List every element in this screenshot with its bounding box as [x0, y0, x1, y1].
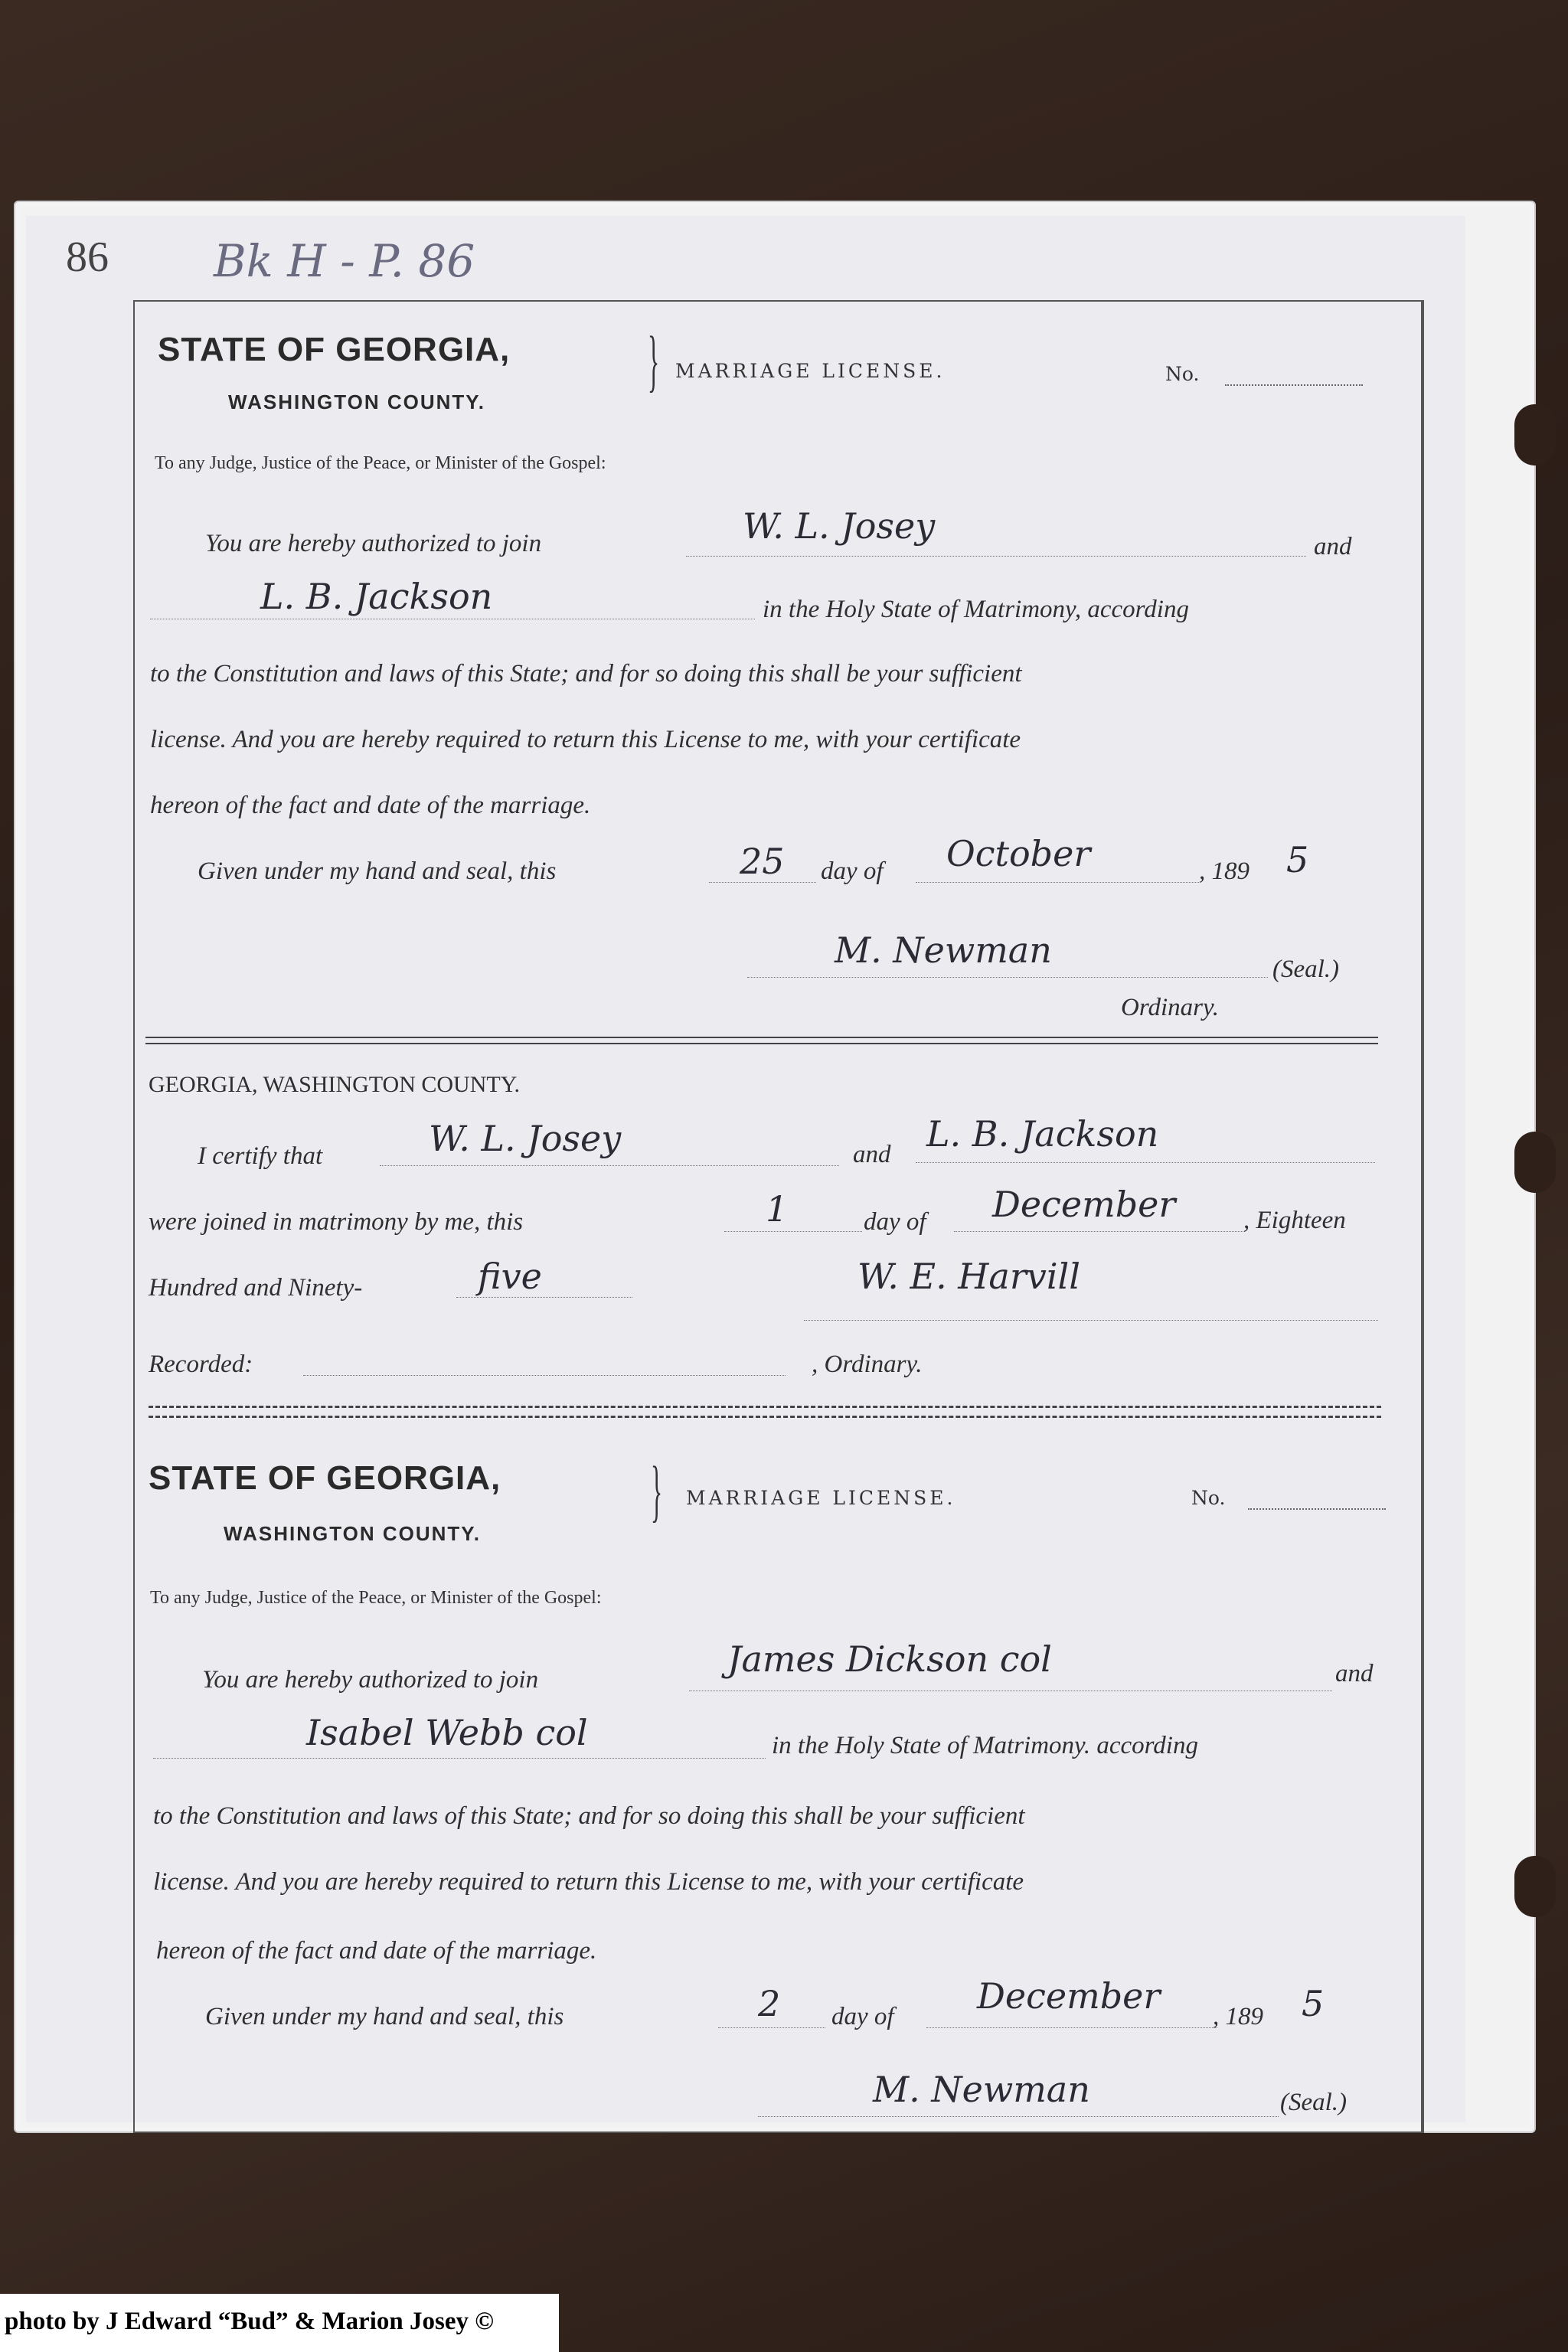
license-1-year: , 189: [1199, 858, 1250, 885]
license-1-day-line: [709, 882, 816, 883]
license-2-no-label: No.: [1191, 1487, 1226, 1509]
license-1-ordinary: Ordinary.: [1121, 994, 1220, 1021]
divider-1: [145, 1037, 1378, 1038]
certificate-heading: GEORGIA, WASHINGTON COUNTY.: [149, 1072, 521, 1097]
license-1-county: WASHINGTON COUNTY.: [228, 390, 485, 413]
license-1-state: STATE OF GEORGIA,: [158, 331, 511, 368]
certificate-year-word: five: [478, 1256, 542, 1297]
license-1-line1-text: You are hereby authorized to join: [205, 530, 542, 557]
certificate-day: 1: [766, 1188, 789, 1230]
license-2-no-field: [1248, 1508, 1386, 1510]
license-1-given-text: Given under my hand and seal, this: [198, 858, 557, 885]
page-number: 86: [66, 234, 109, 281]
license-2-signature-line: [758, 2116, 1279, 2117]
license-1-bride: L. B. Jackson: [260, 576, 493, 617]
license-1-line2-text: in the Holy State of Matrimony, according: [763, 596, 1189, 623]
certificate-day-of: day of: [864, 1208, 926, 1236]
pencil-note: Bk H - P. 86: [214, 235, 475, 287]
license-1-line4: license. And you are hereby required to return this License to me, with your certificate: [150, 726, 1021, 753]
certificate-month-line: [954, 1231, 1245, 1232]
license-1-address: To any Judge, Justice of the Peace, or Minister of the Gospel:: [155, 453, 606, 473]
license-1-groom-line: [686, 556, 1306, 557]
binder-hole-middle: [1514, 1132, 1556, 1193]
certificate-day-line: [724, 1231, 862, 1232]
license-2-signature: M. Newman: [873, 2069, 1090, 2110]
divider-2: [149, 1406, 1381, 1418]
license-1-day-of: day of: [821, 858, 884, 885]
license-2-day-of: day of: [831, 2003, 894, 2030]
license-2-bride: Isabel Webb col: [306, 1712, 588, 1753]
license-1-seal: (Seal.): [1272, 956, 1340, 983]
license-2-year-digit: 5: [1302, 1983, 1325, 2024]
license-1-and: and: [1314, 533, 1352, 560]
license-2-brace: }: [651, 1453, 663, 1529]
license-1-signature: M. Newman: [835, 929, 1052, 971]
certificate-officiant-line: [804, 1320, 1378, 1321]
license-1-signature-line: [747, 977, 1268, 978]
license-2-given-text: Given under my hand and seal, this: [205, 2003, 564, 2030]
license-1-groom: W. L. Josey: [743, 505, 936, 547]
license-2-groom: James Dickson col: [727, 1638, 1052, 1680]
license-2-state: STATE OF GEORGIA,: [149, 1459, 501, 1497]
license-2-day: 2: [758, 1983, 781, 2024]
certificate-year-line: [456, 1297, 632, 1298]
certificate-groom-line: [380, 1165, 839, 1166]
certificate-recorded-line: [303, 1375, 786, 1376]
license-2-bride-line: [153, 1758, 766, 1759]
license-2-seal: (Seal.): [1280, 2089, 1348, 2116]
license-1-title: MARRIAGE LICENSE.: [675, 360, 946, 382]
license-2-month: December: [977, 1975, 1161, 2017]
license-2-line4: license. And you are hereby required to return this License to me, with your certificate: [153, 1868, 1024, 1896]
binder-hole-bottom: [1514, 1856, 1556, 1917]
photo-credit: photo by J Edward “Bud” & Marion Josey ©: [5, 2308, 494, 2335]
license-1-line3: to the Constitution and laws of this State; and for so doing this shall be your sufficient: [150, 660, 1022, 688]
certificate-bride-line: [916, 1162, 1375, 1163]
license-2-title: MARRIAGE LICENSE.: [686, 1487, 956, 1509]
license-1-year-digit: 5: [1286, 839, 1309, 880]
license-2-day-line: [718, 2027, 825, 2028]
certificate-officiant: W. E. Harvill: [858, 1256, 1080, 1297]
license-1-month: October: [946, 833, 1091, 874]
license-2-and: and: [1335, 1660, 1374, 1687]
license-2-line5: hereon of the fact and date of the marriage.: [156, 1937, 597, 1965]
license-2-address: To any Judge, Justice of the Peace, or Minister of the Gospel:: [150, 1588, 602, 1608]
license-1-day: 25: [740, 841, 785, 882]
license-1-no-field: [1225, 384, 1363, 386]
certificate-bride: L. B. Jackson: [926, 1113, 1159, 1155]
license-2-county: WASHINGTON COUNTY.: [224, 1522, 481, 1545]
license-2-line3: to the Constitution and laws of this State; and for so doing this shall be your sufficient: [153, 1802, 1025, 1830]
license-1-no-label: No.: [1165, 363, 1200, 385]
certificate-recorded: Recorded:: [149, 1351, 253, 1378]
license-2-month-line: [926, 2027, 1217, 2028]
license-1-brace: }: [648, 323, 660, 399]
certificate-month: December: [992, 1184, 1176, 1225]
license-2-groom-line: [689, 1690, 1332, 1691]
license-2-line2-text: in the Holy State of Matrimony. according: [772, 1732, 1198, 1759]
certificate-ordinary: , Ordinary.: [812, 1351, 923, 1378]
license-2-year: , 189: [1213, 2003, 1263, 2030]
certificate-hundred: Hundred and Ninety-: [149, 1274, 363, 1302]
binder-hole-top: [1514, 404, 1556, 466]
certificate-certify-text: I certify that: [198, 1142, 323, 1170]
divider-1b: [145, 1043, 1378, 1044]
photo-credit-banner: [0, 2294, 559, 2352]
certificate-groom: W. L. Josey: [429, 1118, 622, 1159]
certificate-joined-text: were joined in matrimony by me, this: [149, 1208, 524, 1236]
certificate-eighteen: , Eighteen: [1243, 1207, 1346, 1234]
license-2-line1-text: You are hereby authorized to join: [202, 1666, 539, 1694]
license-1-line5: hereon of the fact and date of the marriage.: [150, 792, 591, 819]
license-1-month-line: [916, 882, 1199, 883]
certificate-and: and: [853, 1141, 891, 1168]
